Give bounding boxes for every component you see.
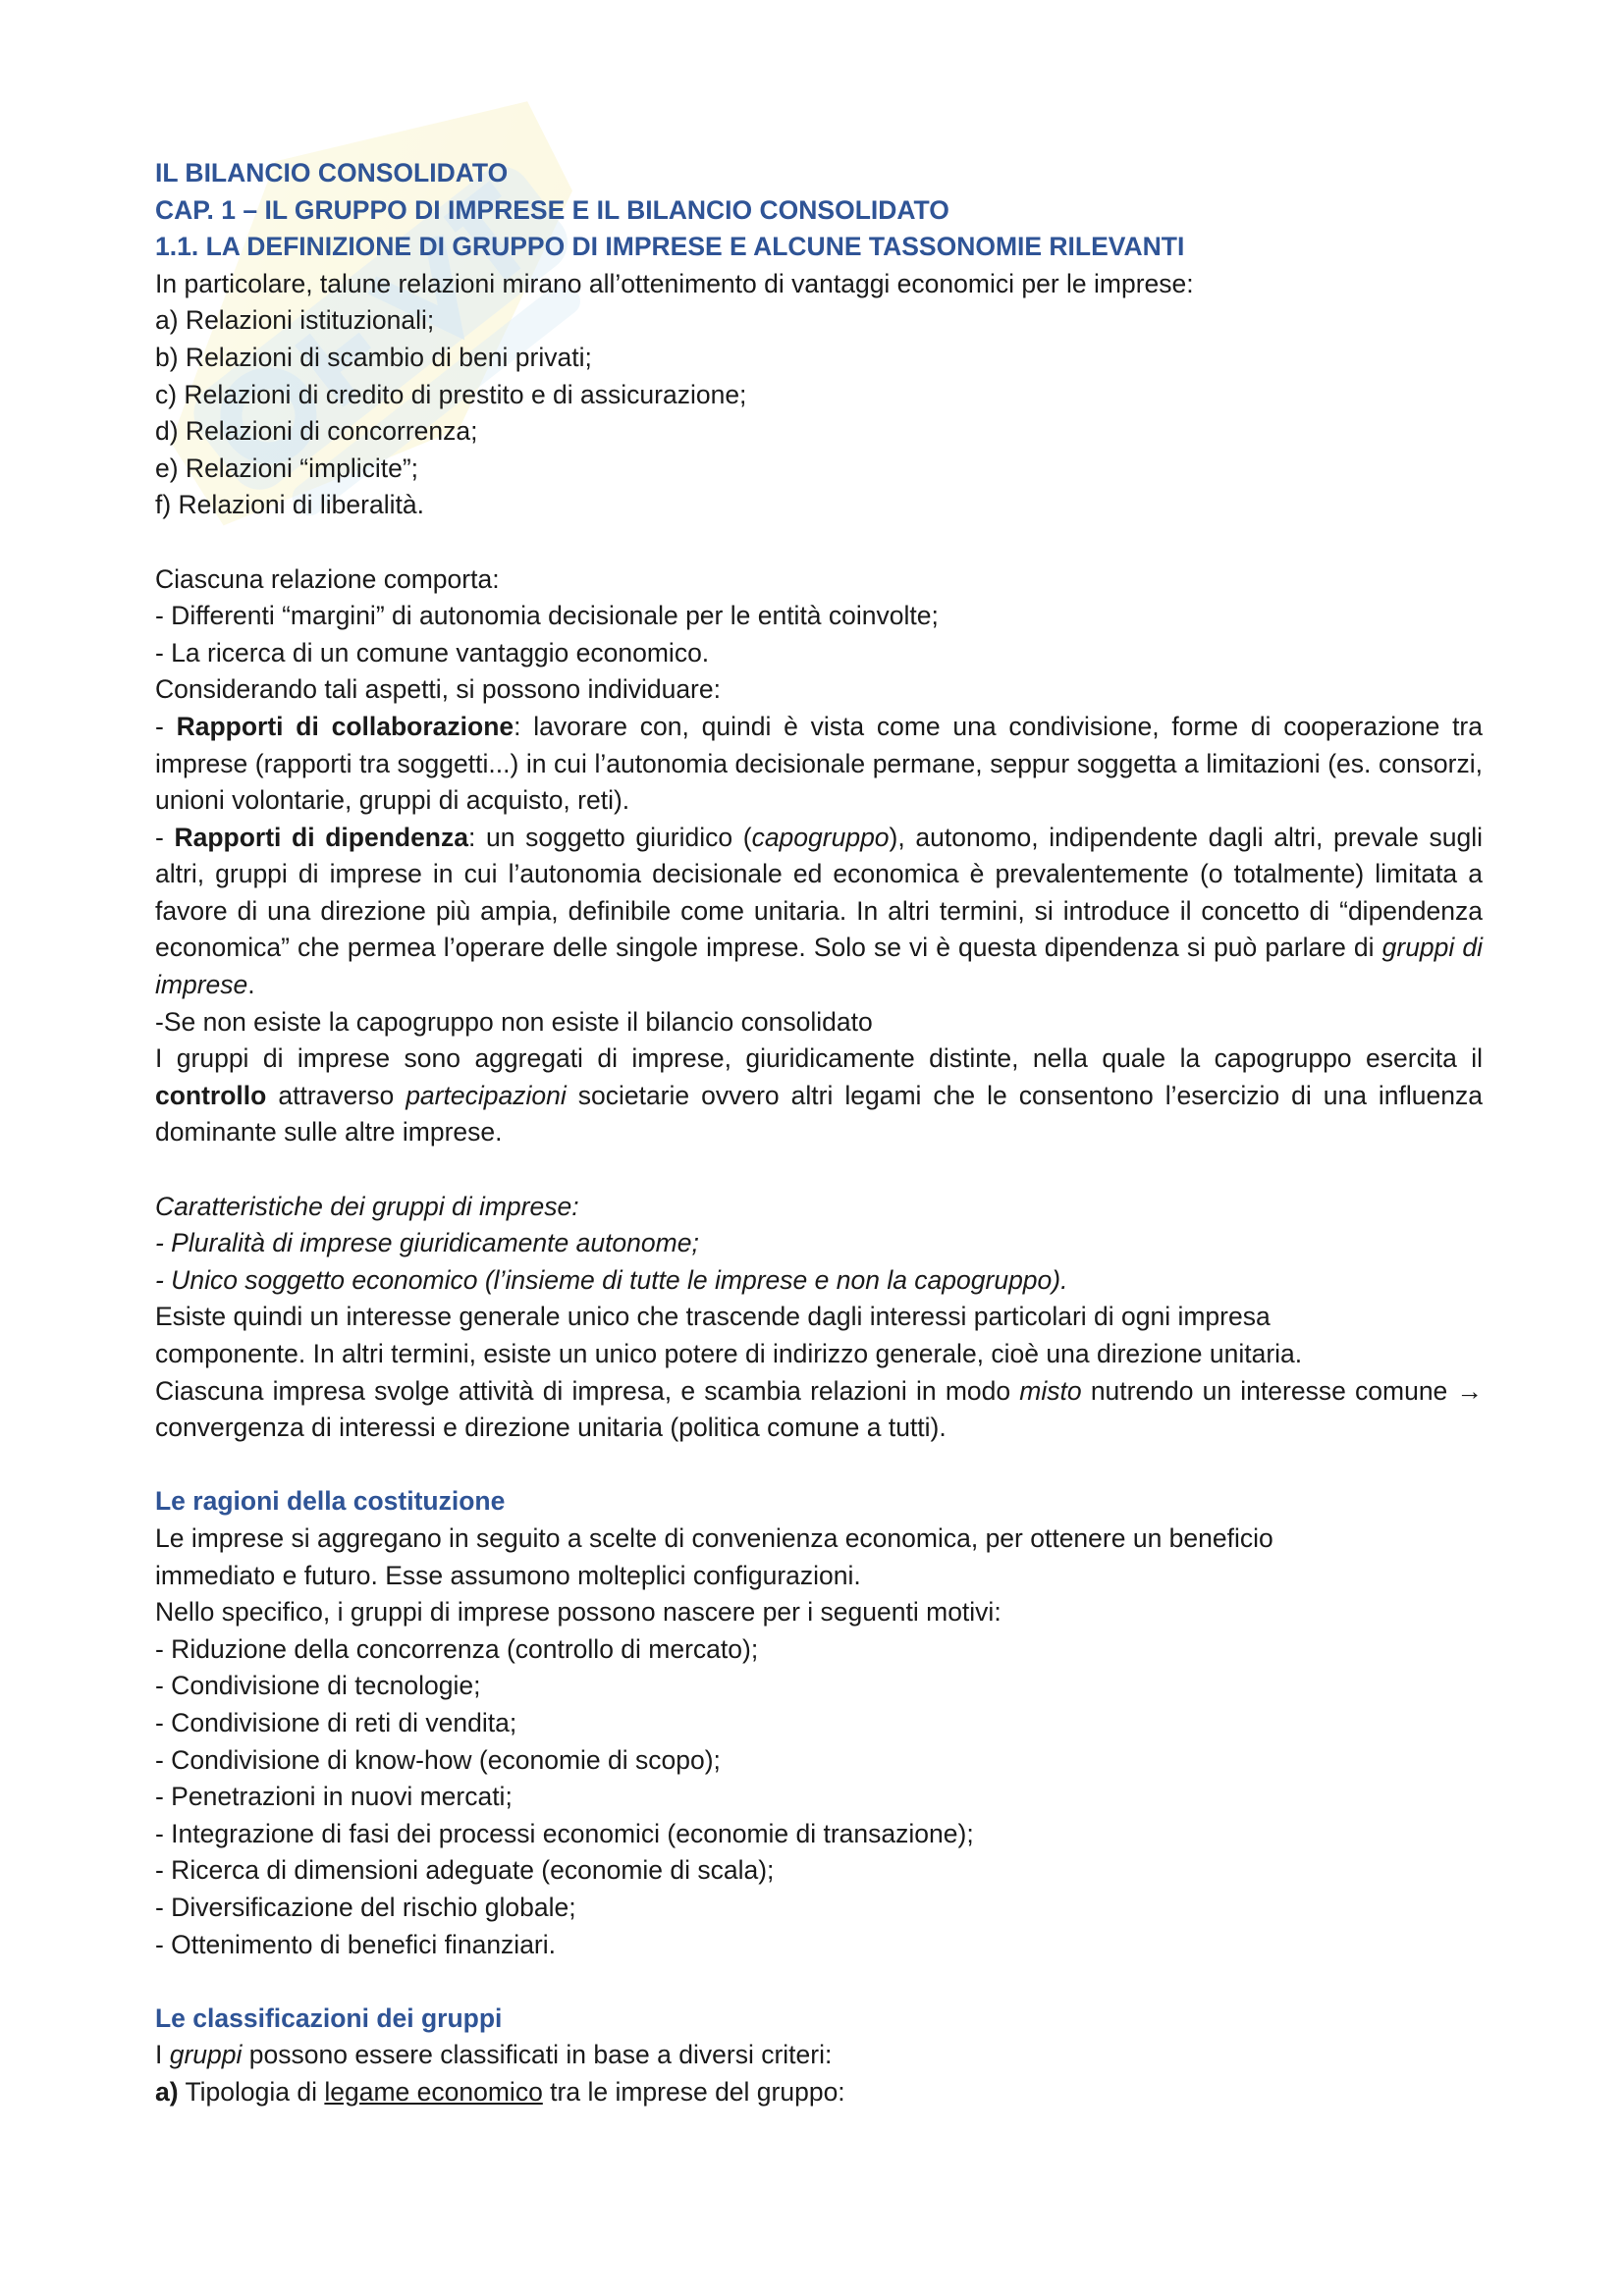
list-item: - Diversificazione del rischio globale;: [155, 1892, 576, 1922]
misto-paragraph: Ciascuna impresa svolge attività di impresa, e scambia relazioni in modo misto nutrendo un interesse comune → convergenza di interessi e direzione unitaria (politica comune a tutti).: [155, 1375, 1483, 1443]
caratteristiche-line: componente. In altri termini, esiste un unico potere di indirizzo generale, cioè una direzione unitaria.: [155, 1339, 1303, 1368]
chapter-title: CAP. 1 – IL GRUPPO DI IMPRESE E IL BILANCIO CONSOLIDATO: [155, 194, 949, 225]
list-item: - Riduzione della concorrenza (controllo di mercato);: [155, 1633, 759, 1664]
section-title: 1.1. LA DEFINIZIONE DI GRUPPO DI IMPRESE E ALCUNE TASSONOMIE RILEVANTI: [155, 232, 1185, 262]
classificazioni-line: I gruppi possono essere classificati in base a diversi criteri:: [155, 2040, 833, 2070]
list-item: - Unico soggetto economico (l’insieme di tutte le imprese e non la capogruppo).: [155, 1264, 1068, 1295]
list-item: d) Relazioni di concorrenza;: [155, 416, 478, 447]
list-item: f) Relazioni di liberalità.: [155, 490, 424, 520]
capogruppo-note: -Se non esiste la capogruppo non esiste il bilancio consolidato: [155, 1006, 873, 1037]
definizione-paragraph: I gruppi di imprese sono aggregati di imprese, giuridicamente distinte, nella quale la capogruppo esercita il controllo attraverso partecipazioni societarie ovvero altri legami che le consentono l’esercizio di una influenza dominante sulle altre imprese.: [155, 1043, 1484, 1148]
list-item: - Pluralità di imprese giuridicamente autonome;: [155, 1228, 699, 1258]
classificazioni-heading: Le classificazioni dei gruppi: [155, 2002, 503, 2033]
caratteristiche-title: Caratteristiche dei gruppi di imprese:: [155, 1191, 579, 1221]
document-title: IL BILANCIO CONSOLIDATO: [155, 158, 509, 187]
list-item: - Penetrazioni in nuovi mercati;: [155, 1782, 513, 1812]
list-item: - Ricerca di dimensioni adeguate (economie di scala);: [155, 1855, 775, 1886]
list-item: - La ricerca di un comune vantaggio economico.: [155, 637, 710, 667]
list-item: - Differenti “margini” di autonomia decisionale per le entità coinvolte;: [155, 601, 939, 631]
collaborazione-paragraph: - Rapporti di collaborazione: lavorare con, quindi è vista come una condivisione, forme di cooperazione tra imprese (rapporti tra soggetti...) in cui l’autonomia decisionale permane, seppur soggetta a limitazioni (es. consorzi, unioni volontarie, gruppi di acquisto, reti).: [155, 711, 1483, 816]
list-item: b) Relazioni di scambio di beni privati;: [155, 342, 592, 372]
dipendenza-term: Rapporti di dipendenza: [174, 822, 468, 852]
list-item: c) Relazioni di credito di prestito e di assicurazione;: [155, 379, 747, 409]
list-item: - Condivisione di know-how (economie di scopo);: [155, 1744, 721, 1775]
collaborazione-term: Rapporti di collaborazione: [176, 711, 514, 741]
dipendenza-paragraph: - Rapporti di dipendenza: un soggetto giuridico (capogruppo), autonomo, indipendente dagli altri, prevale sugli altri, gruppi di imprese in cui l’autonomia decisionale ed economica è prevalentemente (o totalmente) limitata a favore di una direzione più ampia, definibile come unitaria. In altri termini, si introduce il concetto di “dipendenza economica” che permea l’operare delle singole imprese. Solo se vi è questa dipendenza si può parlare di gruppi di imprese.: [155, 822, 1484, 1000]
document-page: [155, 155, 1483, 2110]
list-item: a) Relazioni istituzionali;: [155, 305, 435, 336]
list-item: - Integrazione di fasi dei processi economici (economie di transazione);: [155, 1818, 974, 1848]
list-item: e) Relazioni “implicite”;: [155, 453, 419, 483]
considerando-line: Considerando tali aspetti, si possono individuare:: [155, 674, 721, 705]
criterio-line: a) Tipologia di legame economico tra le imprese del gruppo:: [155, 2076, 845, 2107]
list-item: - Condivisione di reti di vendita;: [155, 1707, 517, 1737]
ragioni-line: Nello specifico, i gruppi di imprese possono nascere per i seguenti motivi:: [155, 1597, 1001, 1628]
list-item: - Ottenimento di benefici finanziari.: [155, 1929, 557, 1959]
ragioni-heading: Le ragioni della costituzione: [155, 1486, 506, 1517]
list-item: - Condivisione di tecnologie;: [155, 1671, 481, 1701]
caratteristiche-line: Esiste quindi un interesse generale unico che trascende dagli interessi particolari di ogni impresa: [155, 1302, 1271, 1332]
ragioni-line: Le imprese si aggregano in seguito a scelte di convenienza economica, per ottenere un beneficio: [155, 1522, 1273, 1553]
relazione-lead: Ciascuna relazione comporta:: [155, 563, 500, 594]
intro-paragraph: In particolare, talune relazioni mirano all’ottenimento di vantaggi economici per le imprese:: [155, 268, 1194, 298]
ragioni-line: immediato e futuro. Esse assumono molteplici configurazioni.: [155, 1560, 861, 1590]
